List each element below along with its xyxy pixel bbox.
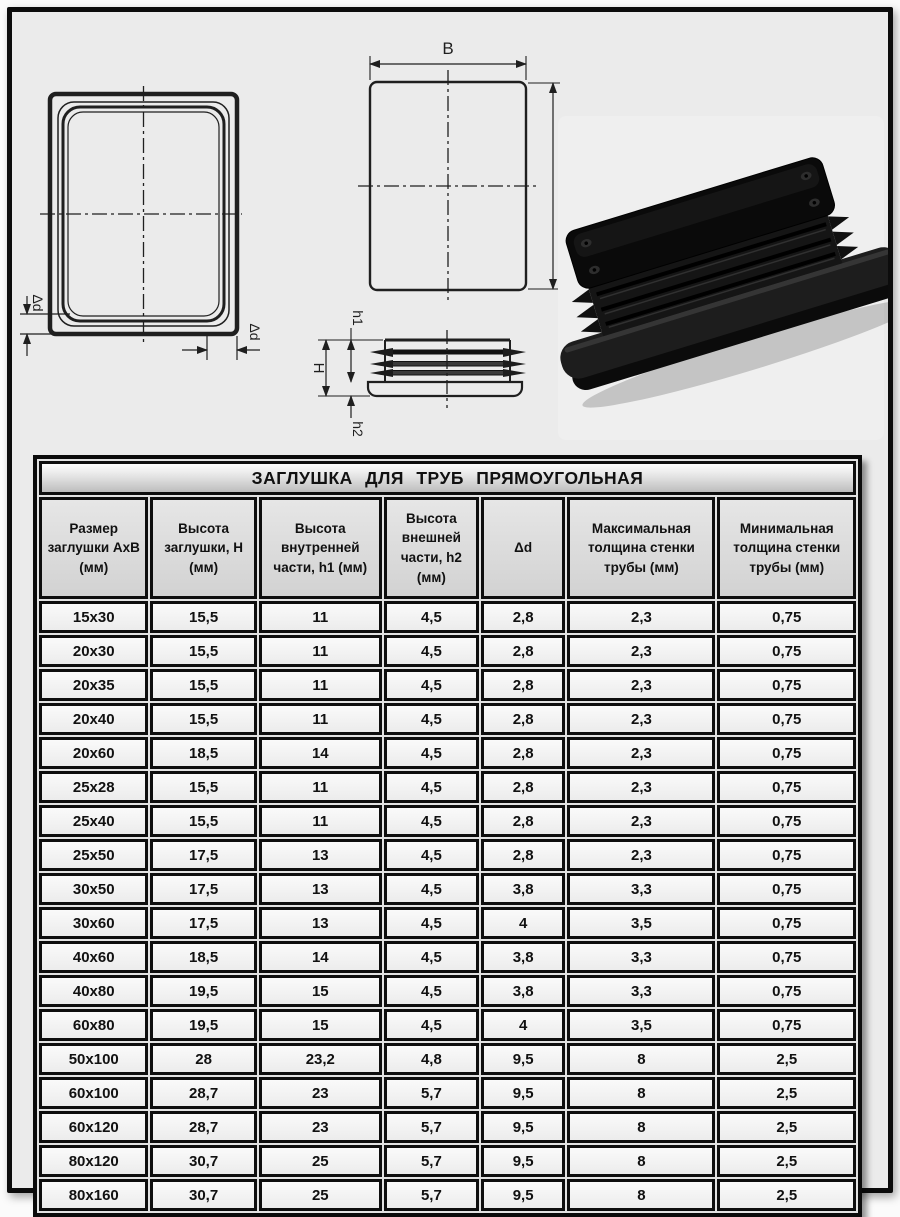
- table-cell: 2,3: [567, 839, 715, 871]
- table-cell: 18,5: [150, 941, 256, 973]
- table-cell: 50х100: [39, 1043, 148, 1075]
- table-row: [39, 1009, 856, 1041]
- table-cell: 14: [259, 941, 382, 973]
- column-header-max-wall: Максимальная толщина стенки трубы (мм): [567, 497, 715, 599]
- table-cell: 9,5: [481, 1043, 566, 1075]
- table-cell: 13: [259, 873, 382, 905]
- table-cell: 11: [259, 805, 382, 837]
- table-cell: 2,8: [481, 737, 566, 769]
- table-cell: 25х40: [39, 805, 148, 837]
- side-view-drawing: [310, 310, 526, 437]
- table-cell: 3,5: [567, 907, 715, 939]
- table-cell: 0,75: [717, 873, 856, 905]
- table-header-row: [39, 497, 856, 599]
- column-header-height-h1: Высота внутренней части, h1 (мм): [259, 497, 382, 599]
- table-cell: 15,5: [150, 805, 256, 837]
- table-cell: 2,5: [717, 1077, 856, 1109]
- table-cell: 4,8: [384, 1043, 479, 1075]
- table-cell: 2,3: [567, 771, 715, 803]
- table-row: [39, 1179, 856, 1211]
- table-cell: 14: [259, 737, 382, 769]
- b-dimension-label: B: [442, 39, 454, 58]
- table-cell: 5,7: [384, 1145, 479, 1177]
- table-cell: 15: [259, 975, 382, 1007]
- table-cell: 0,75: [717, 669, 856, 701]
- table-cell: 3,8: [481, 873, 566, 905]
- table-cell: 3,3: [567, 873, 715, 905]
- table-cell: 8: [567, 1043, 715, 1075]
- table-cell: 80х120: [39, 1145, 148, 1177]
- table-cell: 30,7: [150, 1179, 256, 1211]
- table-cell: 11: [259, 635, 382, 667]
- table-cell: 23: [259, 1111, 382, 1143]
- table-cell: 9,5: [481, 1145, 566, 1177]
- table-cell: 2,3: [567, 635, 715, 667]
- table-cell: 2,8: [481, 601, 566, 633]
- table-cell: 2,5: [717, 1145, 856, 1177]
- table-cell: 28: [150, 1043, 256, 1075]
- delta-d-left-label: Δd: [30, 294, 46, 312]
- table-row: [39, 907, 856, 939]
- table-cell: 5,7: [384, 1077, 479, 1109]
- table-cell: 18,5: [150, 737, 256, 769]
- table-cell: 4,5: [384, 873, 479, 905]
- table-cell: 15х30: [39, 601, 148, 633]
- table-cell: 4: [481, 907, 566, 939]
- table-cell: 4,5: [384, 839, 479, 871]
- front-view-drawing: [20, 86, 263, 360]
- table-cell: 20х30: [39, 635, 148, 667]
- table-cell: 4,5: [384, 635, 479, 667]
- table-cell: 2,5: [717, 1111, 856, 1143]
- table-cell: 25: [259, 1179, 382, 1211]
- table-row: [39, 975, 856, 1007]
- table-cell: 2,3: [567, 669, 715, 701]
- table-cell: 4,5: [384, 1009, 479, 1041]
- table-cell: 3,8: [481, 975, 566, 1007]
- table-cell: 3,3: [567, 975, 715, 1007]
- delta-d-right-label: Δd: [247, 323, 263, 341]
- table-cell: 4,5: [384, 941, 479, 973]
- table-cell: 80х160: [39, 1179, 148, 1211]
- table-cell: 23,2: [259, 1043, 382, 1075]
- table-cell: 11: [259, 601, 382, 633]
- table-cell: 4,5: [384, 907, 479, 939]
- table-row: [39, 1043, 856, 1075]
- table-cell: 2,8: [481, 635, 566, 667]
- table-row: [39, 839, 856, 871]
- table-cell: 0,75: [717, 1009, 856, 1041]
- table-cell: 15,5: [150, 635, 256, 667]
- column-header-delta-d: Δd: [481, 497, 566, 599]
- table-cell: 0,75: [717, 805, 856, 837]
- table-cell: 2,5: [717, 1179, 856, 1211]
- framed-sheet: [7, 7, 893, 1204]
- table-cell: 2,3: [567, 601, 715, 633]
- table-cell: 0,75: [717, 703, 856, 735]
- table-cell: 0,75: [717, 975, 856, 1007]
- table-cell: 4,5: [384, 703, 479, 735]
- table-body: [39, 601, 856, 1211]
- table-cell: 15,5: [150, 771, 256, 803]
- column-header-height-H: Высота заглушки, Н (мм): [150, 497, 256, 599]
- table-cell: 8: [567, 1077, 715, 1109]
- table-row: [39, 1145, 856, 1177]
- table-cell: 30х50: [39, 873, 148, 905]
- table-cell: 4: [481, 1009, 566, 1041]
- table-row: [39, 601, 856, 633]
- table-cell: 0,75: [717, 737, 856, 769]
- table-cell: 8: [567, 1111, 715, 1143]
- table-cell: 15,5: [150, 601, 256, 633]
- table-cell: 3,8: [481, 941, 566, 973]
- column-header-height-h2: Высота внешней части, h2 (мм): [384, 497, 479, 599]
- table-cell: 2,3: [567, 805, 715, 837]
- table-cell: 2,8: [481, 703, 566, 735]
- product-photo-plug-3d: [525, 116, 888, 440]
- table-cell: 8: [567, 1145, 715, 1177]
- table-cell: 25х28: [39, 771, 148, 803]
- table-cell: 17,5: [150, 873, 256, 905]
- h2-dimension-label: h2: [350, 421, 366, 437]
- table-cell: 4,5: [384, 975, 479, 1007]
- table-cell: 3,5: [567, 1009, 715, 1041]
- table-cell: 2,5: [717, 1043, 856, 1075]
- table-cell: 15,5: [150, 669, 256, 701]
- table-cell: 60х80: [39, 1009, 148, 1041]
- table-cell: 4,5: [384, 601, 479, 633]
- table-row: [39, 1077, 856, 1109]
- table-cell: 30х60: [39, 907, 148, 939]
- column-header-min-wall: Минимальная толщина стенки трубы (мм): [717, 497, 856, 599]
- table-cell: 15,5: [150, 703, 256, 735]
- table-cell: 2,8: [481, 669, 566, 701]
- table-cell: 5,7: [384, 1179, 479, 1211]
- table-cell: 4,5: [384, 737, 479, 769]
- a-dimension: [528, 83, 560, 289]
- h-dimension-label: H: [310, 362, 327, 374]
- table-row: [39, 805, 856, 837]
- table-title: ЗАГЛУШКА ДЛЯ ТРУБ ПРЯМОУГОЛЬНАЯ: [39, 461, 856, 495]
- table-cell: 2,3: [567, 703, 715, 735]
- table-row: [39, 669, 856, 701]
- table-cell: 9,5: [481, 1111, 566, 1143]
- table-cell: 60х100: [39, 1077, 148, 1109]
- table-row: [39, 737, 856, 769]
- table-cell: 20х35: [39, 669, 148, 701]
- table-row: [39, 1111, 856, 1143]
- table-cell: 9,5: [481, 1077, 566, 1109]
- table-cell: 11: [259, 669, 382, 701]
- table-cell: 3,3: [567, 941, 715, 973]
- table-cell: 5,7: [384, 1111, 479, 1143]
- table-cell: 4,5: [384, 805, 479, 837]
- table-cell: 23: [259, 1077, 382, 1109]
- table-cell: 4,5: [384, 771, 479, 803]
- table-cell: 2,8: [481, 771, 566, 803]
- technical-drawings: [12, 12, 888, 454]
- table-row: [39, 941, 856, 973]
- top-view-drawing: [358, 39, 583, 302]
- table-cell: 30,7: [150, 1145, 256, 1177]
- table-cell: 9,5: [481, 1179, 566, 1211]
- table-cell: 2,3: [567, 737, 715, 769]
- table-cell: 19,5: [150, 975, 256, 1007]
- table-row: [39, 771, 856, 803]
- column-header-size: Размер заглушки АхВ (мм): [39, 497, 148, 599]
- table-title-row: [39, 461, 856, 495]
- table-row: [39, 873, 856, 905]
- table-cell: 2,8: [481, 839, 566, 871]
- table-cell: 11: [259, 703, 382, 735]
- table-cell: 0,75: [717, 601, 856, 633]
- table-cell: 0,75: [717, 839, 856, 871]
- table-cell: 4,5: [384, 669, 479, 701]
- table-row: [39, 635, 856, 667]
- h1-dimension-label: h1: [350, 310, 366, 326]
- table-cell: 15: [259, 1009, 382, 1041]
- table-cell: 20х60: [39, 737, 148, 769]
- table-cell: 11: [259, 771, 382, 803]
- table-cell: 0,75: [717, 635, 856, 667]
- table-cell: 40х80: [39, 975, 148, 1007]
- table-cell: 0,75: [717, 771, 856, 803]
- table-cell: 17,5: [150, 839, 256, 871]
- table-cell: 28,7: [150, 1111, 256, 1143]
- table-cell: 60х120: [39, 1111, 148, 1143]
- table-cell: 25: [259, 1145, 382, 1177]
- table-cell: 0,75: [717, 941, 856, 973]
- table-row: [39, 703, 856, 735]
- table-cell: 40х60: [39, 941, 148, 973]
- table-cell: 25х50: [39, 839, 148, 871]
- table-cell: 13: [259, 907, 382, 939]
- table-cell: 0,75: [717, 907, 856, 939]
- table-cell: 28,7: [150, 1077, 256, 1109]
- spec-table: [33, 455, 862, 1217]
- table-cell: 13: [259, 839, 382, 871]
- table-cell: 19,5: [150, 1009, 256, 1041]
- table-cell: 2,8: [481, 805, 566, 837]
- table-cell: 8: [567, 1179, 715, 1211]
- h2-dimension: [344, 396, 370, 418]
- table-cell: 17,5: [150, 907, 256, 939]
- table-cell: 20х40: [39, 703, 148, 735]
